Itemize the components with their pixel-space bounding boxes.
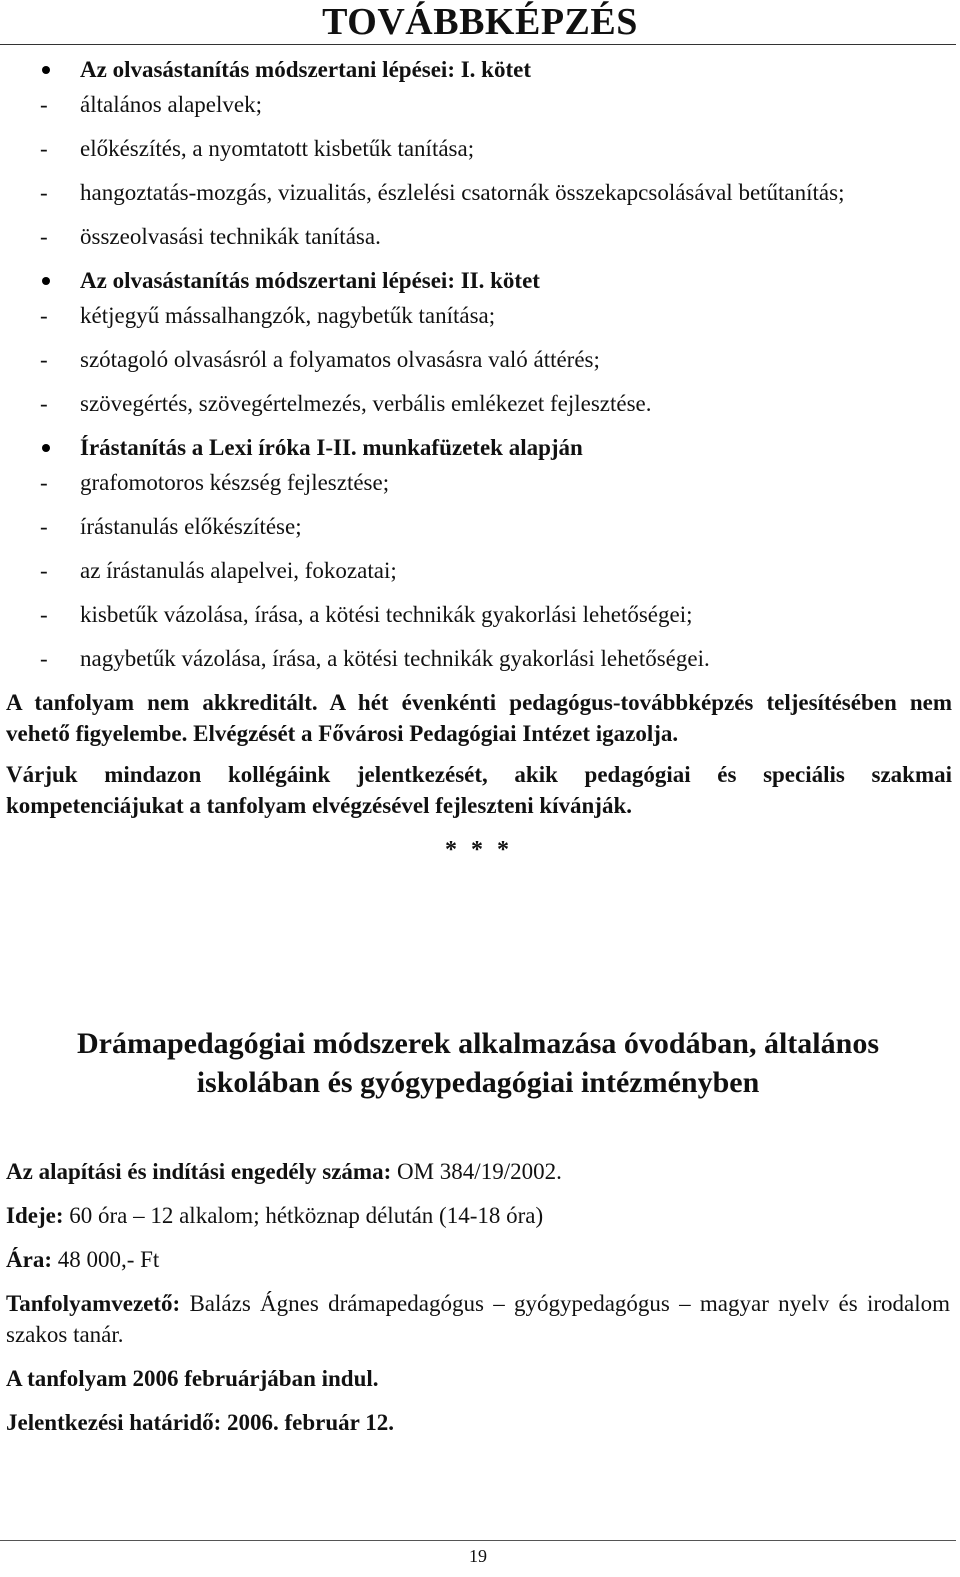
section-heading-text: Az olvasástanítás módszertani lépései: II. kötet bbox=[80, 268, 540, 293]
price-value: 48 000,- Ft bbox=[51, 1247, 160, 1272]
header-divider bbox=[0, 44, 956, 45]
leader-label: Tanfolyamvezető: bbox=[6, 1291, 181, 1316]
footer-divider bbox=[0, 1540, 956, 1541]
list-item: - hangoztatás-mozgás, vizualitás, észlelési csatornák összekapcsolásával betűtanítás; bbox=[6, 177, 952, 208]
list-item: - szótagoló olvasásról a folyamatos olvasásra való áttérés; bbox=[6, 344, 952, 375]
price-label: Ára: bbox=[6, 1247, 52, 1272]
list-item: - grafomotoros készség fejlesztése; bbox=[6, 467, 952, 498]
list-item: - kétjegyű mássalhangzók, nagybetűk tanítása; bbox=[6, 300, 952, 331]
bullet-icon bbox=[42, 444, 50, 452]
list-item: - kisbetűk vázolása, írása, a kötési technikák gyakorlási lehetőségei; bbox=[6, 599, 952, 630]
license-row bbox=[6, 1156, 950, 1187]
page-number: 19 bbox=[469, 1546, 487, 1566]
dash-marker: - bbox=[40, 391, 48, 416]
list-item: - az írástanulás alapelvei, fokozatai; bbox=[6, 555, 952, 586]
dash-marker: - bbox=[40, 224, 48, 249]
section-separator: * * * bbox=[445, 837, 513, 863]
section-heading bbox=[6, 432, 952, 467]
accreditation-note: A tanfolyam nem akkreditált. A hét évenkénti pedagógus-továbbképzés teljesítésében nem vehető figyelembe. Elvégzését a Fővárosi Pedagógiai Intézet igazolja. bbox=[6, 690, 952, 746]
license-label: Az alapítási és indítási engedély száma: bbox=[6, 1159, 392, 1184]
dash-marker: - bbox=[40, 646, 48, 671]
dash-marker: - bbox=[40, 303, 48, 328]
duration-value: 60 óra – 12 alkalom; hétköznap délután (14-18 óra) bbox=[63, 1203, 544, 1228]
registration-deadline: Jelentkezési határidő: 2006. február 12. bbox=[6, 1410, 394, 1435]
dash-marker: - bbox=[40, 180, 48, 205]
dash-marker: - bbox=[40, 602, 48, 627]
course-title-line: Drámapedagógiai módszerek alkalmazása óvodában, általános bbox=[77, 1027, 879, 1060]
leader-value: Balázs Ágnes drámapedagógus – gyógypedagógus – magyar nyelv és irodalom szakos tanár. bbox=[6, 1291, 950, 1347]
duration-row bbox=[6, 1200, 950, 1231]
list-item: - írástanulás előkészítése; bbox=[6, 511, 952, 542]
section-heading-text: Az olvasástanítás módszertani lépései: I. kötet bbox=[80, 57, 532, 82]
dash-marker: - bbox=[40, 136, 48, 161]
start-date: A tanfolyam 2006 februárjában indul. bbox=[6, 1366, 379, 1391]
bullet-icon bbox=[42, 277, 50, 285]
duration-label: Ideje: bbox=[6, 1203, 64, 1228]
list-item: - előkészítés, a nyomtatott kisbetűk tanítása; bbox=[6, 133, 952, 164]
list-item: - általános alapelvek; bbox=[6, 89, 952, 120]
dash-marker: - bbox=[40, 92, 48, 117]
list-item: - szövegértés, szövegértelmezés, verbális emlékezet fejlesztése. bbox=[6, 388, 952, 419]
dash-marker: - bbox=[40, 470, 48, 495]
leader-row bbox=[6, 1288, 950, 1350]
course-title bbox=[0, 1024, 956, 1102]
dash-marker: - bbox=[40, 514, 48, 539]
list-item: - nagybetűk vázolása, írása, a kötési technikák gyakorlási lehetőségei. bbox=[6, 643, 952, 674]
section-heading-text: Írástanítás a Lexi íróka I-II. munkafüzetek alapján bbox=[80, 435, 583, 460]
list-item: - összeolvasási technikák tanítása. bbox=[6, 221, 952, 252]
page-header-title: TOVÁBBKÉPZÉS bbox=[322, 1, 638, 43]
bullet-icon bbox=[42, 66, 50, 74]
section-heading bbox=[6, 265, 952, 300]
course-title-line: iskolában és gyógypedagógiai intézményben bbox=[196, 1066, 760, 1099]
price-row bbox=[6, 1244, 950, 1275]
course-details bbox=[6, 1156, 950, 1451]
section-heading bbox=[6, 54, 952, 89]
license-value: OM 384/19/2002. bbox=[391, 1159, 562, 1184]
invitation-note: Várjuk mindazon kollégáink jelentkezését, akik pedagógiai és speciális szakmai kompetenciájukat a tanfolyam elvégzésével fejleszteni kívánják. bbox=[6, 762, 952, 818]
dash-marker: - bbox=[40, 558, 48, 583]
course-description bbox=[6, 52, 952, 866]
dash-marker: - bbox=[40, 347, 48, 372]
